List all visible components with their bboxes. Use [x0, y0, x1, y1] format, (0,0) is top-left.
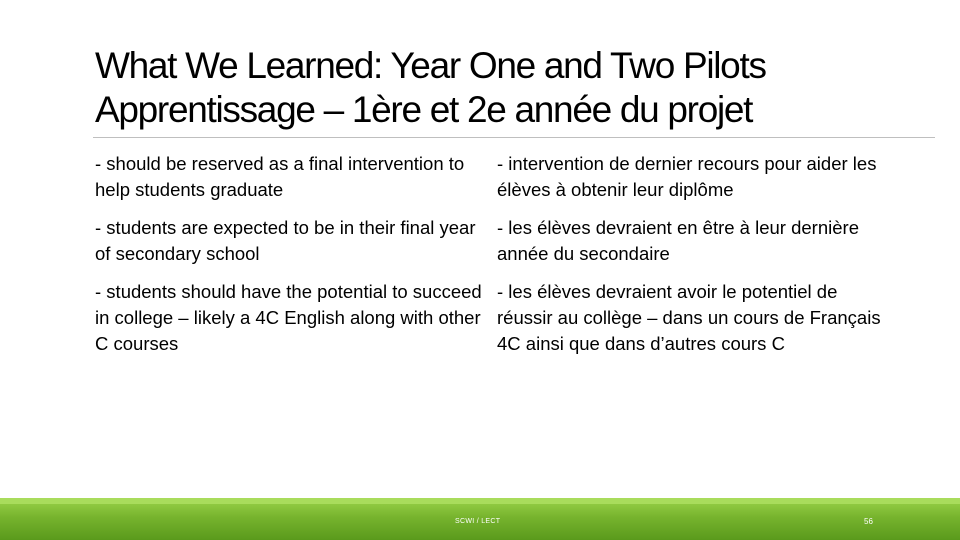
french-item-2: - les élèves devraient en être à leur dernière année du secondaire	[497, 217, 859, 264]
page-number: 56	[864, 517, 873, 526]
footer-label: SCWI / LECT	[455, 518, 501, 525]
slide-title	[95, 44, 945, 132]
english-item-2: - students are expected to be in their final year of secondary school	[95, 217, 476, 264]
english-column	[95, 151, 485, 369]
french-item-3: - les élèves devraient avoir le potentiel de réussir au collège – dans un cours de Français 4C ainsi que dans d’autres cours C	[497, 281, 881, 354]
french-item-1: - intervention de dernier recours pour aider les élèves à obtenir leur diplôme	[497, 153, 877, 200]
english-item-3: - students should have the potential to succeed in college – likely a 4C English along with other C courses	[95, 281, 482, 354]
slide-title-english: What We Learned: Year One and Two Pilots	[95, 45, 766, 86]
french-column	[497, 151, 897, 369]
english-item-1: - should be reserved as a final intervention to help students graduate	[95, 153, 465, 200]
slide-title-french: Apprentissage – 1ère et 2e année du projet	[95, 89, 753, 130]
title-divider	[93, 137, 935, 138]
